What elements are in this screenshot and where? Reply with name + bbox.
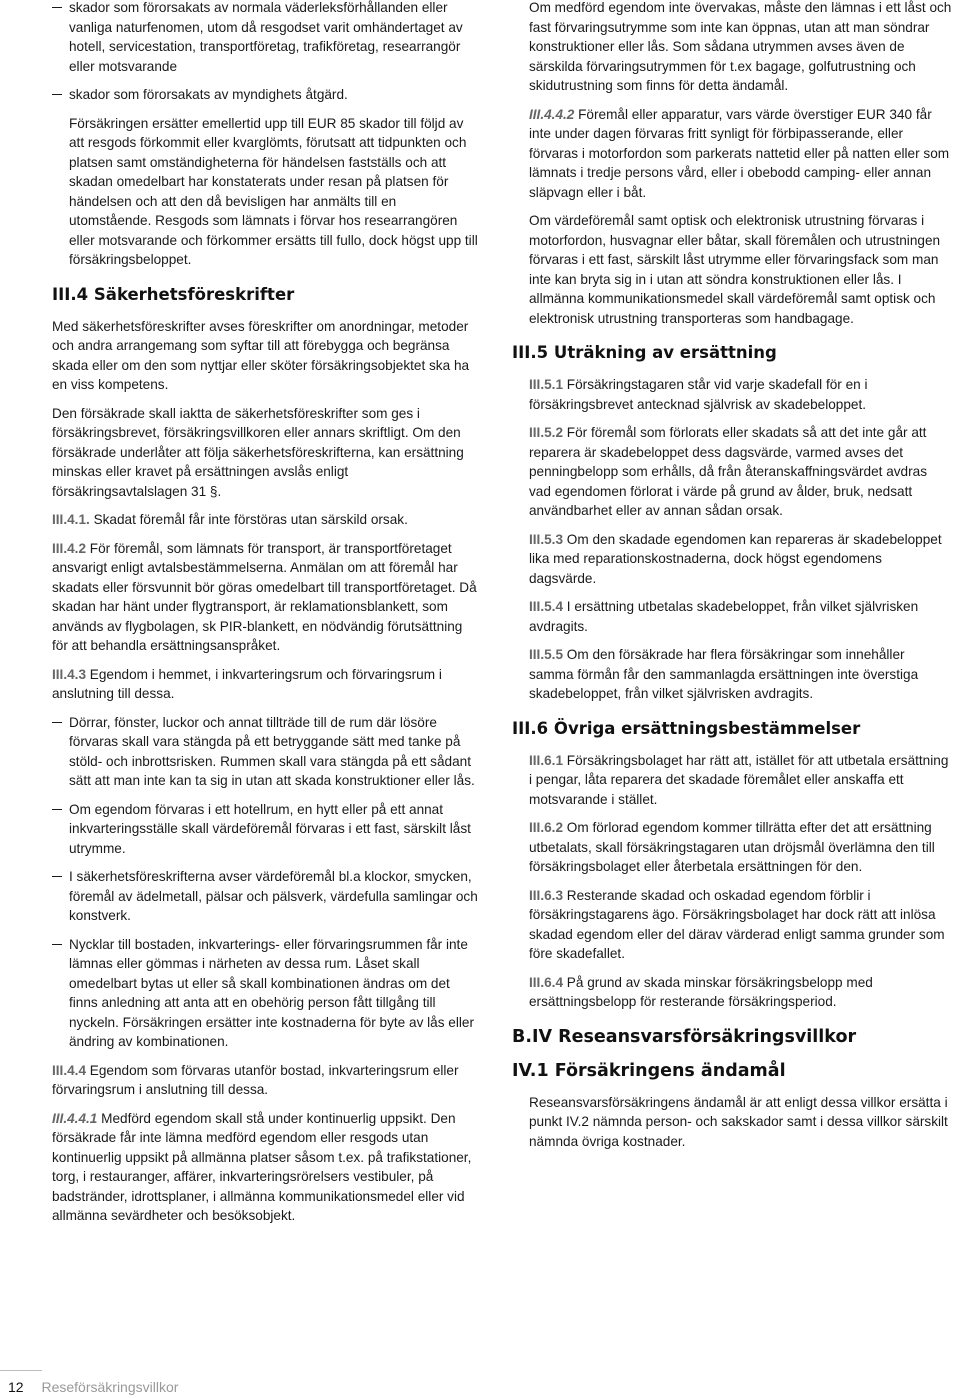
clause-text: Skadat föremål får inte förstöras utan särskild orsak.: [93, 512, 408, 527]
section-title: Säkerhetsföreskrifter: [93, 284, 295, 304]
footer-rule: [0, 1370, 42, 1371]
section-heading-BIV: [512, 1026, 952, 1048]
clause-text: På grund av skada minskar försäkringsbelopp med ersättningsbelopp för resterande försäkringsperiod.: [529, 974, 873, 1009]
list-item-text: Om egendom förvaras i ett hotellrum, en hytt eller på ett annat inkvarteringsställe skall värdeföremål förvaras i ett fast, särskilt låst utrymme.: [69, 801, 471, 856]
clause-III62: [512, 818, 952, 877]
clause-text: I ersättning utbetalas skadebeloppet, från vilket självrisken avdragits.: [529, 599, 919, 634]
clause-III41: [52, 510, 478, 530]
clause-text: Resterande skadad och oskadad egendom förblir i försäkringstagarens ägo. Försäkringsbolaget har dock rätt att inlösa skadad egendom eller del därav värderad enligt samma grunder som före skadefallet.: [529, 887, 945, 961]
section-number: III.6: [512, 718, 549, 738]
paragraph-obligation: Den försäkrade skall iaktta de säkerhetsföreskrifter som ges i försäkringsbrevet, försäkringsvillkoren eller annars skriftligt. Om den försäkrade underlåter att följa säkerhetsföreskrifterna, kan ersättning minskas eller kravet på ersättningen avslås enligt försäkringsavtalslagen 31 §.: [52, 405, 464, 499]
section-title: Försäkringens ändamål: [554, 1060, 786, 1081]
clause-text: Försäkringstagaren står vid varje skadefall för en i försäkringsbrevet antecknad självrisk av skadebeloppet.: [529, 377, 868, 412]
clause-III44: [52, 1061, 478, 1100]
clause-III55: [512, 645, 952, 704]
list-item-text: skador som förorsakats av normala väderleksförhållanden eller vanliga naturfenomen, utom då resgodset varit omhändertaget av hotell, servicestation, transportföretag, trafikföretag, researrangör eller motsvarande: [69, 0, 463, 74]
clause-number: III.4.3: [52, 666, 87, 682]
section-title: Reseansvarsförsäkringsvillkor: [558, 1026, 857, 1047]
clause-number: III.6.1: [529, 752, 564, 768]
clause-III53: [512, 530, 952, 589]
clause-III63: [512, 886, 952, 964]
clause-text: För föremål, som lämnats för transport, är transportföretaget ansvarigt enligt avtalsbestämmelserna. Anmälan om att föremål har skadats eller försvunnit bör göras omedelbart till transportföretaget. Då skadan har hänt under flygtransport, är reklamationsblankett, som används av flygbolagen, sk PIR-blankett, en nödvändig förutsättning för att behandla ersättningsanspråket.: [52, 540, 477, 653]
clause-text: Om den skadade egendomen kan repareras är skadebeloppet lika med reparationskostnaderna, dock högst egendomens dagsvärde.: [529, 531, 942, 586]
section-heading-IV1: [512, 1060, 952, 1082]
clause-number: III.4.2: [52, 540, 87, 556]
clause-number: III.5.2: [529, 425, 564, 440]
list-item: [52, 713, 478, 791]
paragraph-storage: Om medförd egendom inte övervakas, måste den lämnas i ett låst och fast förvaringsutrymme som inte kan öppnas, utan att man söndrar konstruktioner eller lås. Som sådana utrymmen avses även de särskilda förvaringsutrymmen för t.ex bagage, golfutrustning och skidutrustning som finns för detta ändamål.: [529, 0, 952, 93]
clause-III51: [512, 375, 952, 414]
list-item-text: skador som förorsakats av myndighets åtgärd.: [69, 87, 348, 102]
clause-III61: [512, 751, 952, 810]
clause-text: Egendom som förvaras utanför bostad, inkvarteringsrum eller förvaringsrum i anslutning till dessa.: [52, 1062, 459, 1097]
clause-number: III.6.4: [529, 974, 564, 990]
clause-number: III.6.2: [529, 820, 564, 835]
paragraph-compensation: Försäkringen ersätter emellertid upp till EUR 85 skador till följd av att resgods förkommit eller kvarglömts, förutsatt att tidpunkten och platsen samt omständigheterna för händelsen fastställs och att skadan omedelbart har konstaterats under resan på platsen för händelsen och att den då bevisligen har anmälts till en utomstående. Resgods som lämnats i förvar hos researrangören eller motsvarande och förkommer ersätts till fullo, dock högst upp till försäkringsbeloppet.: [69, 115, 478, 267]
paragraph-purpose: Reseansvarsförsäkringens ändamål är att enligt dessa villkor ersätta i punkt IV.2 nämnda person- och sakskador samt i dessa villkor särskilt nämnda övriga kostnader.: [529, 1094, 948, 1149]
clause-text: Om den försäkrade har flera försäkringar som innehåller samma förmån får den sammanlagda ersättningen inte överstiga skadebeloppet, från vilket självrisken avdragits.: [529, 647, 919, 701]
clause-III442: [512, 105, 952, 203]
clause-III52: [512, 423, 952, 521]
section-number: III.5: [512, 343, 549, 362]
clause-number: III.5.4: [529, 599, 564, 614]
clause-number: III.6.3: [529, 887, 564, 903]
section-number: B.IV: [512, 1026, 553, 1047]
list-item-text: Dörrar, fönster, luckor och annat tillträde till de rum där lösöre förvaras skall vara stängda på ett betryggande sätt med tanke på stöld- och inbrottsrisken. Rummen skall vara stängda på ett sådant sätt att man inte kan ta sig in utan att skada konstruktioner eller lås.: [69, 714, 475, 788]
clause-text: Medförd egendom skall stå under kontinuerlig uppsikt. Den försäkrade får inte lämna medförd egendom eller resgods utan kontinuerlig uppsikt på allmänna platser såsom t.ex. på trafikstationer, torg, i restauranger, affärer, inkvarteringsrörelsers vestibuler, på badstränder, idrottsplaner, i allmänna kommunikationsmedel eller vid allmänna sevärdheter och besöksobjekt.: [52, 1110, 472, 1223]
section-number: IV.1: [512, 1060, 549, 1081]
section-heading-III4: [52, 284, 478, 306]
section-number: III.4: [52, 284, 89, 304]
left-column: [52, 0, 478, 1235]
list-item-text: Nycklar till bostaden, inkvarterings- eller förvaringsrummen får inte lämnas eller gömmas i närheten av dessa rum. Låset skall omedelbart bytas ut eller så skall kombinationen ändras om det finns anledning att anta att en obehörig person fått tillgång till nyckeln. Försäkringen ersätter inte kostnaderna för byte av lås eller ändring av kombinationen.: [69, 936, 474, 1049]
clause-III441: [52, 1109, 478, 1226]
section-title: Uträkning av ersättning: [553, 343, 777, 362]
clause-III64: [512, 973, 952, 1012]
clause-number: III.4.1.: [52, 512, 90, 527]
list-item: [52, 85, 478, 105]
clause-III43: [52, 665, 478, 704]
clause-text: Försäkringsbolaget har rätt att, istället för att utbetala ersättning i pengar, låta reparera det skadade föremålet eller anskaffa ett motsvarande i stället.: [529, 752, 949, 807]
section-heading-III6: [512, 718, 952, 740]
list-item: [52, 867, 478, 926]
paragraph-vehicles: Om värdeföremål samt optisk och elektronisk utrustning förvaras i motorfordon, husvagnar eller båtar, skall föremålen och utrustningen förvaras i ett fast, särskilt låst utrymme eller förvaringsfack som man inte kan bryta sig in i utan att söndra konstruktionen eller lås. I allmänna kommunikationsmedel skall värdeföremål samt optisk och elektronisk utrustning transporteras som handbagage.: [529, 213, 941, 326]
clause-number: III.4.4.1: [52, 1110, 98, 1126]
clause-III42: [52, 539, 478, 656]
clause-number: III.4.4.2: [529, 106, 575, 122]
clause-text: Föremål eller apparatur, vars värde överstiger EUR 340 får inte under dagen förvaras fritt synligt för förbipasserande, eller förvaras i motorfordon som parkerats nattetid eller på natten eller som lämnats i tredje persons vård, eller i obebodd camping- eller annan släpvagn eller i båt.: [529, 106, 950, 200]
clause-text: Egendom i hemmet, i inkvarteringsrum och förvaringsrum i anslutning till dessa.: [52, 666, 442, 701]
section-heading-III5: [512, 342, 952, 364]
list-item: [52, 935, 478, 1052]
clause-number: III.5.5: [529, 647, 564, 662]
page-footer: [8, 1378, 178, 1398]
right-column: [512, 0, 952, 1160]
paragraph-intro: Med säkerhetsföreskrifter avses föreskrifter om anordningar, metoder och andra arrangemang som syftar till att förebygga och begränsa skada eller om den som nyttjar eller sköter försäkringsobjektet ska ha en viss kompetens.: [52, 318, 470, 392]
clause-number: III.5.1: [529, 377, 564, 392]
page-number: 12: [8, 1379, 24, 1395]
clause-number: III.5.3: [529, 531, 564, 547]
list-item: [52, 0, 478, 76]
section-title: Övriga ersättningsbestämmelser: [553, 718, 861, 738]
document-title: Reseförsäkringsvillkor: [41, 1379, 179, 1395]
list-item: [52, 800, 478, 859]
clause-number: III.4.4: [52, 1062, 87, 1078]
clause-text: Om förlorad egendom kommer tillrätta efter det att ersättning utbetalats, skall försäkringstagaren utan dröjsmål överlämna den till försäkringsbolaget eller återbetala ersättningen för den.: [529, 820, 935, 874]
clause-text: För föremål som förlorats eller skadats så att det inte går att reparera är skadebeloppet dess dagsvärde, varmed avses det penningbelopp som erhålls, då från återanskaffningsvärdet avdras vad egendomen förlorat i värde på grund av ålder, bruk, nedsatt användbarhet eller av annan sådan orsak.: [529, 425, 927, 518]
clause-III54: [512, 597, 952, 636]
list-item-text: I säkerhetsföreskrifterna avser värdeföremål bl.a klockor, smycken, föremål av ädelmetall, pälsar och pälsverk, värdefulla samlingar och konstverk.: [69, 869, 478, 923]
